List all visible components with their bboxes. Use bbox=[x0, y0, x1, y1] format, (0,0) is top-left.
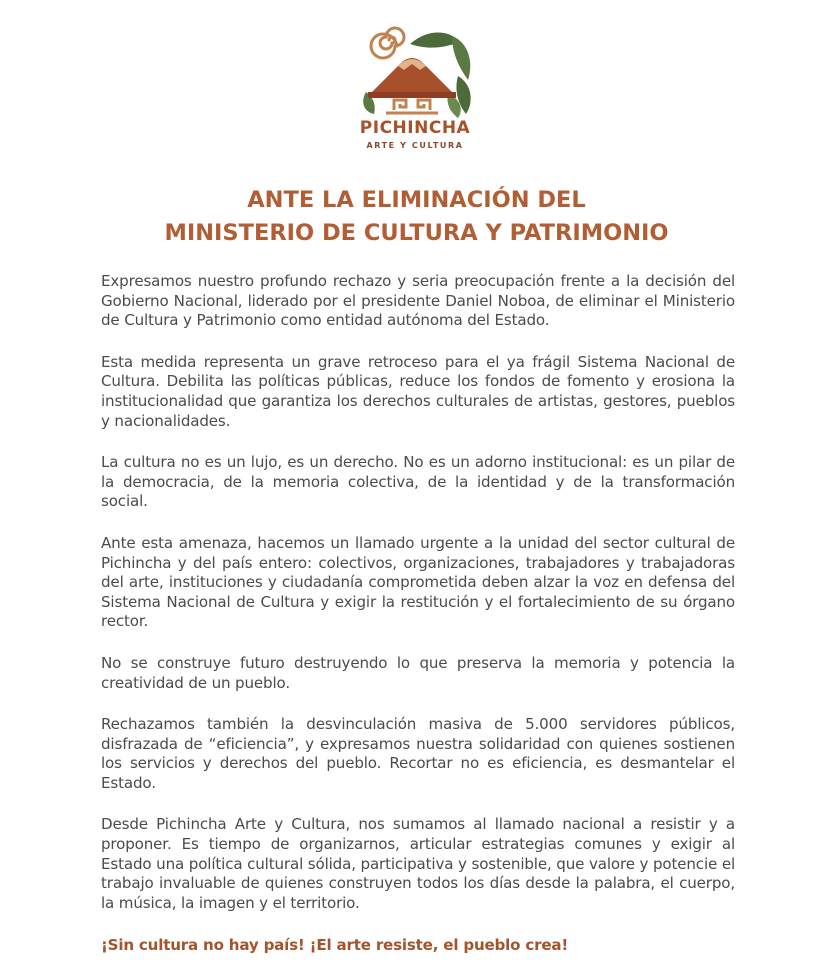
paragraph: Expresamos nuestro profundo rechazo y seria preocupación frente a la decisión del Gobierno Nacional, liderado por el presidente Daniel Noboa, de eliminar el Ministerio de Cultura y Patrimonio como entidad autónoma del Estado. bbox=[101, 272, 735, 330]
logo-emblem-icon bbox=[340, 14, 490, 118]
paragraph: No se construye futuro destruyendo lo que preserva la memoria y potencia la creatividad de un pueblo. bbox=[101, 653, 735, 692]
page-title-line-2: MINISTERIO DE CULTURA Y PATRIMONIO bbox=[164, 220, 669, 246]
paragraph: Ante esta amenaza, hacemos un llamado urgente a la unidad del sector cultural de Pichincha y del país entero: colectivos, organizaciones, trabajadores y trabajadoras del arte, instituciones y ciudadanía comprometida deben alzar la voz en defensa del Sistema Nacional de Cultura y exigir la restitución y el fortalecimiento de su órgano rector. bbox=[101, 533, 735, 631]
logo-tagline: ARTE Y CULTURA bbox=[366, 141, 464, 150]
paragraph: Desde Pichincha Arte y Cultura, nos sumamos al llamado nacional a resistir y a proponer. Es tiempo de organizarnos, articular estrategias comunes y exigir al Estado una política cultural sólida, participativa y sostenible, que valore y potencie el trabajo invaluable de quienes construyen todos los días desde la palabra, el cuerpo, la música, la imagen y el territorio. bbox=[101, 815, 735, 912]
paragraph: Rechazamos también la desvinculación masiva de 5.000 servidores públicos, disfrazada de “eficiencia”, y expresamos nuestra solidaridad con quienes sostienen los servicios y derechos del pueblo. Recortar no es eficiencia, es desmantelar el Estado. bbox=[101, 715, 735, 792]
paragraph: Esta medida representa un grave retroceso para el ya frágil Sistema Nacional de Cultura. Debilita las políticas públicas, reduce los fondos de fomento y erosiona la institucionalidad que garantiza los derechos culturales de artistas, gestores, pueblos y nacionalidades. bbox=[101, 352, 735, 430]
page-title-line-1: ANTE LA ELIMINACIÓN DEL bbox=[247, 187, 586, 213]
paragraph: La cultura no es un lujo, es un derecho. No es un adorno institucional: es un pilar de la democracia, de la memoria colectiva, de la identidad y de la transformación social. bbox=[101, 453, 735, 511]
page-title bbox=[40, 184, 793, 250]
closing-slogan: ¡Sin cultura no hay país! ¡El arte resiste, el pueblo crea! bbox=[101, 936, 569, 955]
statement-body bbox=[101, 272, 735, 955]
logo bbox=[340, 14, 490, 164]
logo-name: PICHINCHA bbox=[359, 118, 471, 138]
